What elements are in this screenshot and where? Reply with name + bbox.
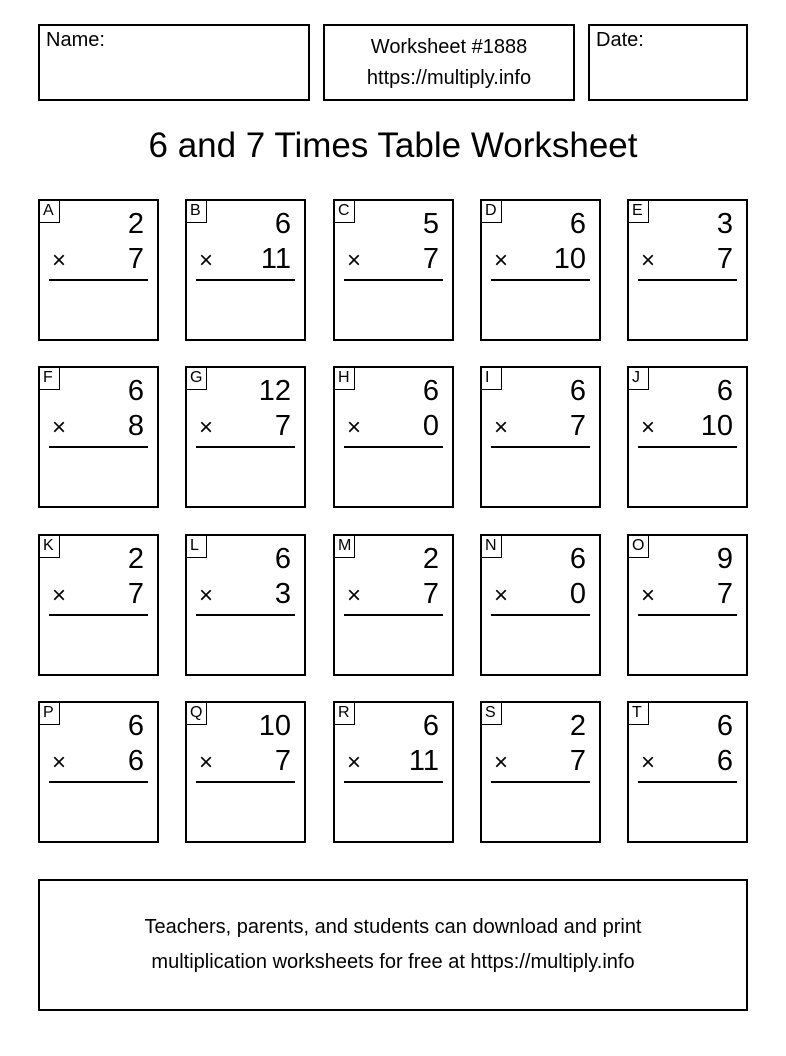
problem-card	[38, 199, 159, 341]
multiplicand: 2	[422, 543, 439, 575]
multiplier: 11	[408, 745, 439, 777]
name-field-box	[38, 24, 310, 101]
problem-label: T	[629, 703, 649, 725]
multiply-sign-icon: ×	[52, 749, 67, 776]
answer-line	[196, 446, 295, 448]
answer-line	[491, 446, 590, 448]
multiplicand: 6	[716, 375, 733, 407]
multiply-sign-icon: ×	[641, 749, 656, 776]
problem-label: P	[40, 703, 60, 725]
problem-label: J	[629, 368, 649, 390]
problem-card	[480, 534, 601, 676]
multiplier: 6	[716, 745, 733, 777]
multiplicand: 6	[274, 543, 291, 575]
problem-label: B	[187, 201, 207, 223]
multiply-sign-icon: ×	[52, 582, 67, 609]
problem-card	[627, 366, 748, 508]
multiplier: 7	[127, 243, 144, 275]
multiply-sign-icon: ×	[199, 247, 214, 274]
name-label: Name:	[46, 29, 105, 51]
multiply-sign-icon: ×	[494, 749, 509, 776]
multiply-sign-icon: ×	[641, 247, 656, 274]
problem-card	[627, 199, 748, 341]
problem-card	[185, 199, 306, 341]
multiplicand: 10	[258, 710, 291, 742]
multiplicand: 6	[274, 208, 291, 240]
multiplicand: 6	[422, 710, 439, 742]
multiplicand: 2	[127, 208, 144, 240]
answer-line	[638, 614, 737, 616]
problem-card	[480, 701, 601, 843]
problem-label: H	[335, 368, 355, 390]
answer-line	[196, 279, 295, 281]
problem-label: F	[40, 368, 60, 390]
footer-line-2: multiplication worksheets for free at https://multiply.info	[151, 951, 635, 973]
problem-label: L	[187, 536, 207, 558]
multiplier: 7	[274, 410, 291, 442]
multiplier: 7	[274, 745, 291, 777]
multiplier: 7	[716, 243, 733, 275]
multiplier: 10	[700, 410, 733, 442]
multiply-sign-icon: ×	[347, 414, 362, 441]
problem-label: C	[335, 201, 355, 223]
multiply-sign-icon: ×	[347, 749, 362, 776]
problem-card	[627, 701, 748, 843]
multiplicand: 2	[127, 543, 144, 575]
multiply-sign-icon: ×	[347, 247, 362, 274]
problem-grid	[38, 199, 748, 843]
multiply-sign-icon: ×	[494, 582, 509, 609]
multiplicand: 6	[422, 375, 439, 407]
problem-card	[333, 701, 454, 843]
problem-label: I	[482, 368, 502, 390]
multiplier: 10	[553, 243, 586, 275]
multiplicand: 6	[569, 208, 586, 240]
worksheet-number: Worksheet #1888	[370, 36, 528, 58]
multiplier: 11	[260, 243, 291, 275]
worksheet-url: https://multiply.info	[366, 67, 532, 89]
answer-line	[491, 781, 590, 783]
problem-card	[38, 701, 159, 843]
multiplicand: 2	[569, 710, 586, 742]
problem-label: R	[335, 703, 355, 725]
multiplicand: 6	[127, 710, 144, 742]
problem-card	[38, 366, 159, 508]
problem-card	[333, 366, 454, 508]
answer-line	[491, 614, 590, 616]
multiply-sign-icon: ×	[52, 414, 67, 441]
problem-card	[480, 366, 601, 508]
multiplier: 7	[569, 410, 586, 442]
date-label: Date:	[596, 29, 644, 51]
answer-line	[638, 446, 737, 448]
multiply-sign-icon: ×	[641, 582, 656, 609]
problem-card	[185, 701, 306, 843]
problem-label: N	[482, 536, 502, 558]
multiplier: 7	[569, 745, 586, 777]
multiply-sign-icon: ×	[494, 414, 509, 441]
multiply-sign-icon: ×	[347, 582, 362, 609]
answer-line	[344, 614, 443, 616]
multiplier: 6	[127, 745, 144, 777]
multiplier: 7	[422, 578, 439, 610]
answer-line	[49, 781, 148, 783]
multiplier: 7	[716, 578, 733, 610]
answer-line	[196, 614, 295, 616]
multiply-sign-icon: ×	[199, 749, 214, 776]
problem-label: E	[629, 201, 649, 223]
answer-line	[196, 781, 295, 783]
multiplicand: 6	[569, 543, 586, 575]
problem-card	[333, 199, 454, 341]
footer-box	[38, 879, 748, 1011]
problem-label: G	[187, 368, 207, 390]
multiplicand: 12	[258, 375, 291, 407]
problem-card	[480, 199, 601, 341]
multiplier: 0	[569, 578, 586, 610]
problem-label: A	[40, 201, 60, 223]
problem-card	[333, 534, 454, 676]
answer-line	[638, 781, 737, 783]
multiplier: 7	[127, 578, 144, 610]
problem-card	[627, 534, 748, 676]
problem-card	[38, 534, 159, 676]
answer-line	[344, 446, 443, 448]
problem-card	[185, 534, 306, 676]
answer-line	[49, 446, 148, 448]
worksheet-info-box	[323, 24, 575, 101]
multiply-sign-icon: ×	[52, 247, 67, 274]
answer-line	[344, 279, 443, 281]
problem-label: M	[335, 536, 355, 558]
problem-label: K	[40, 536, 60, 558]
multiplier: 0	[422, 410, 439, 442]
answer-line	[638, 279, 737, 281]
problem-label: O	[629, 536, 649, 558]
multiplier: 3	[274, 578, 291, 610]
answer-line	[491, 279, 590, 281]
answer-line	[49, 279, 148, 281]
date-field-box	[588, 24, 748, 101]
problem-label: Q	[187, 703, 207, 725]
answer-line	[49, 614, 148, 616]
multiplier: 7	[422, 243, 439, 275]
answer-line	[344, 781, 443, 783]
multiplicand: 6	[569, 375, 586, 407]
multiplicand: 9	[716, 543, 733, 575]
multiply-sign-icon: ×	[199, 414, 214, 441]
multiply-sign-icon: ×	[641, 414, 656, 441]
multiply-sign-icon: ×	[494, 247, 509, 274]
worksheet-title: 6 and 7 Times Table Worksheet	[148, 126, 638, 165]
multiply-sign-icon: ×	[199, 582, 214, 609]
multiplicand: 5	[422, 208, 439, 240]
multiplier: 8	[127, 410, 144, 442]
problem-label: S	[482, 703, 502, 725]
multiplicand: 3	[716, 208, 733, 240]
multiplicand: 6	[127, 375, 144, 407]
multiplicand: 6	[716, 710, 733, 742]
problem-label: D	[482, 201, 502, 223]
footer-line-1: Teachers, parents, and students can download and print	[144, 916, 642, 938]
problem-card	[185, 366, 306, 508]
